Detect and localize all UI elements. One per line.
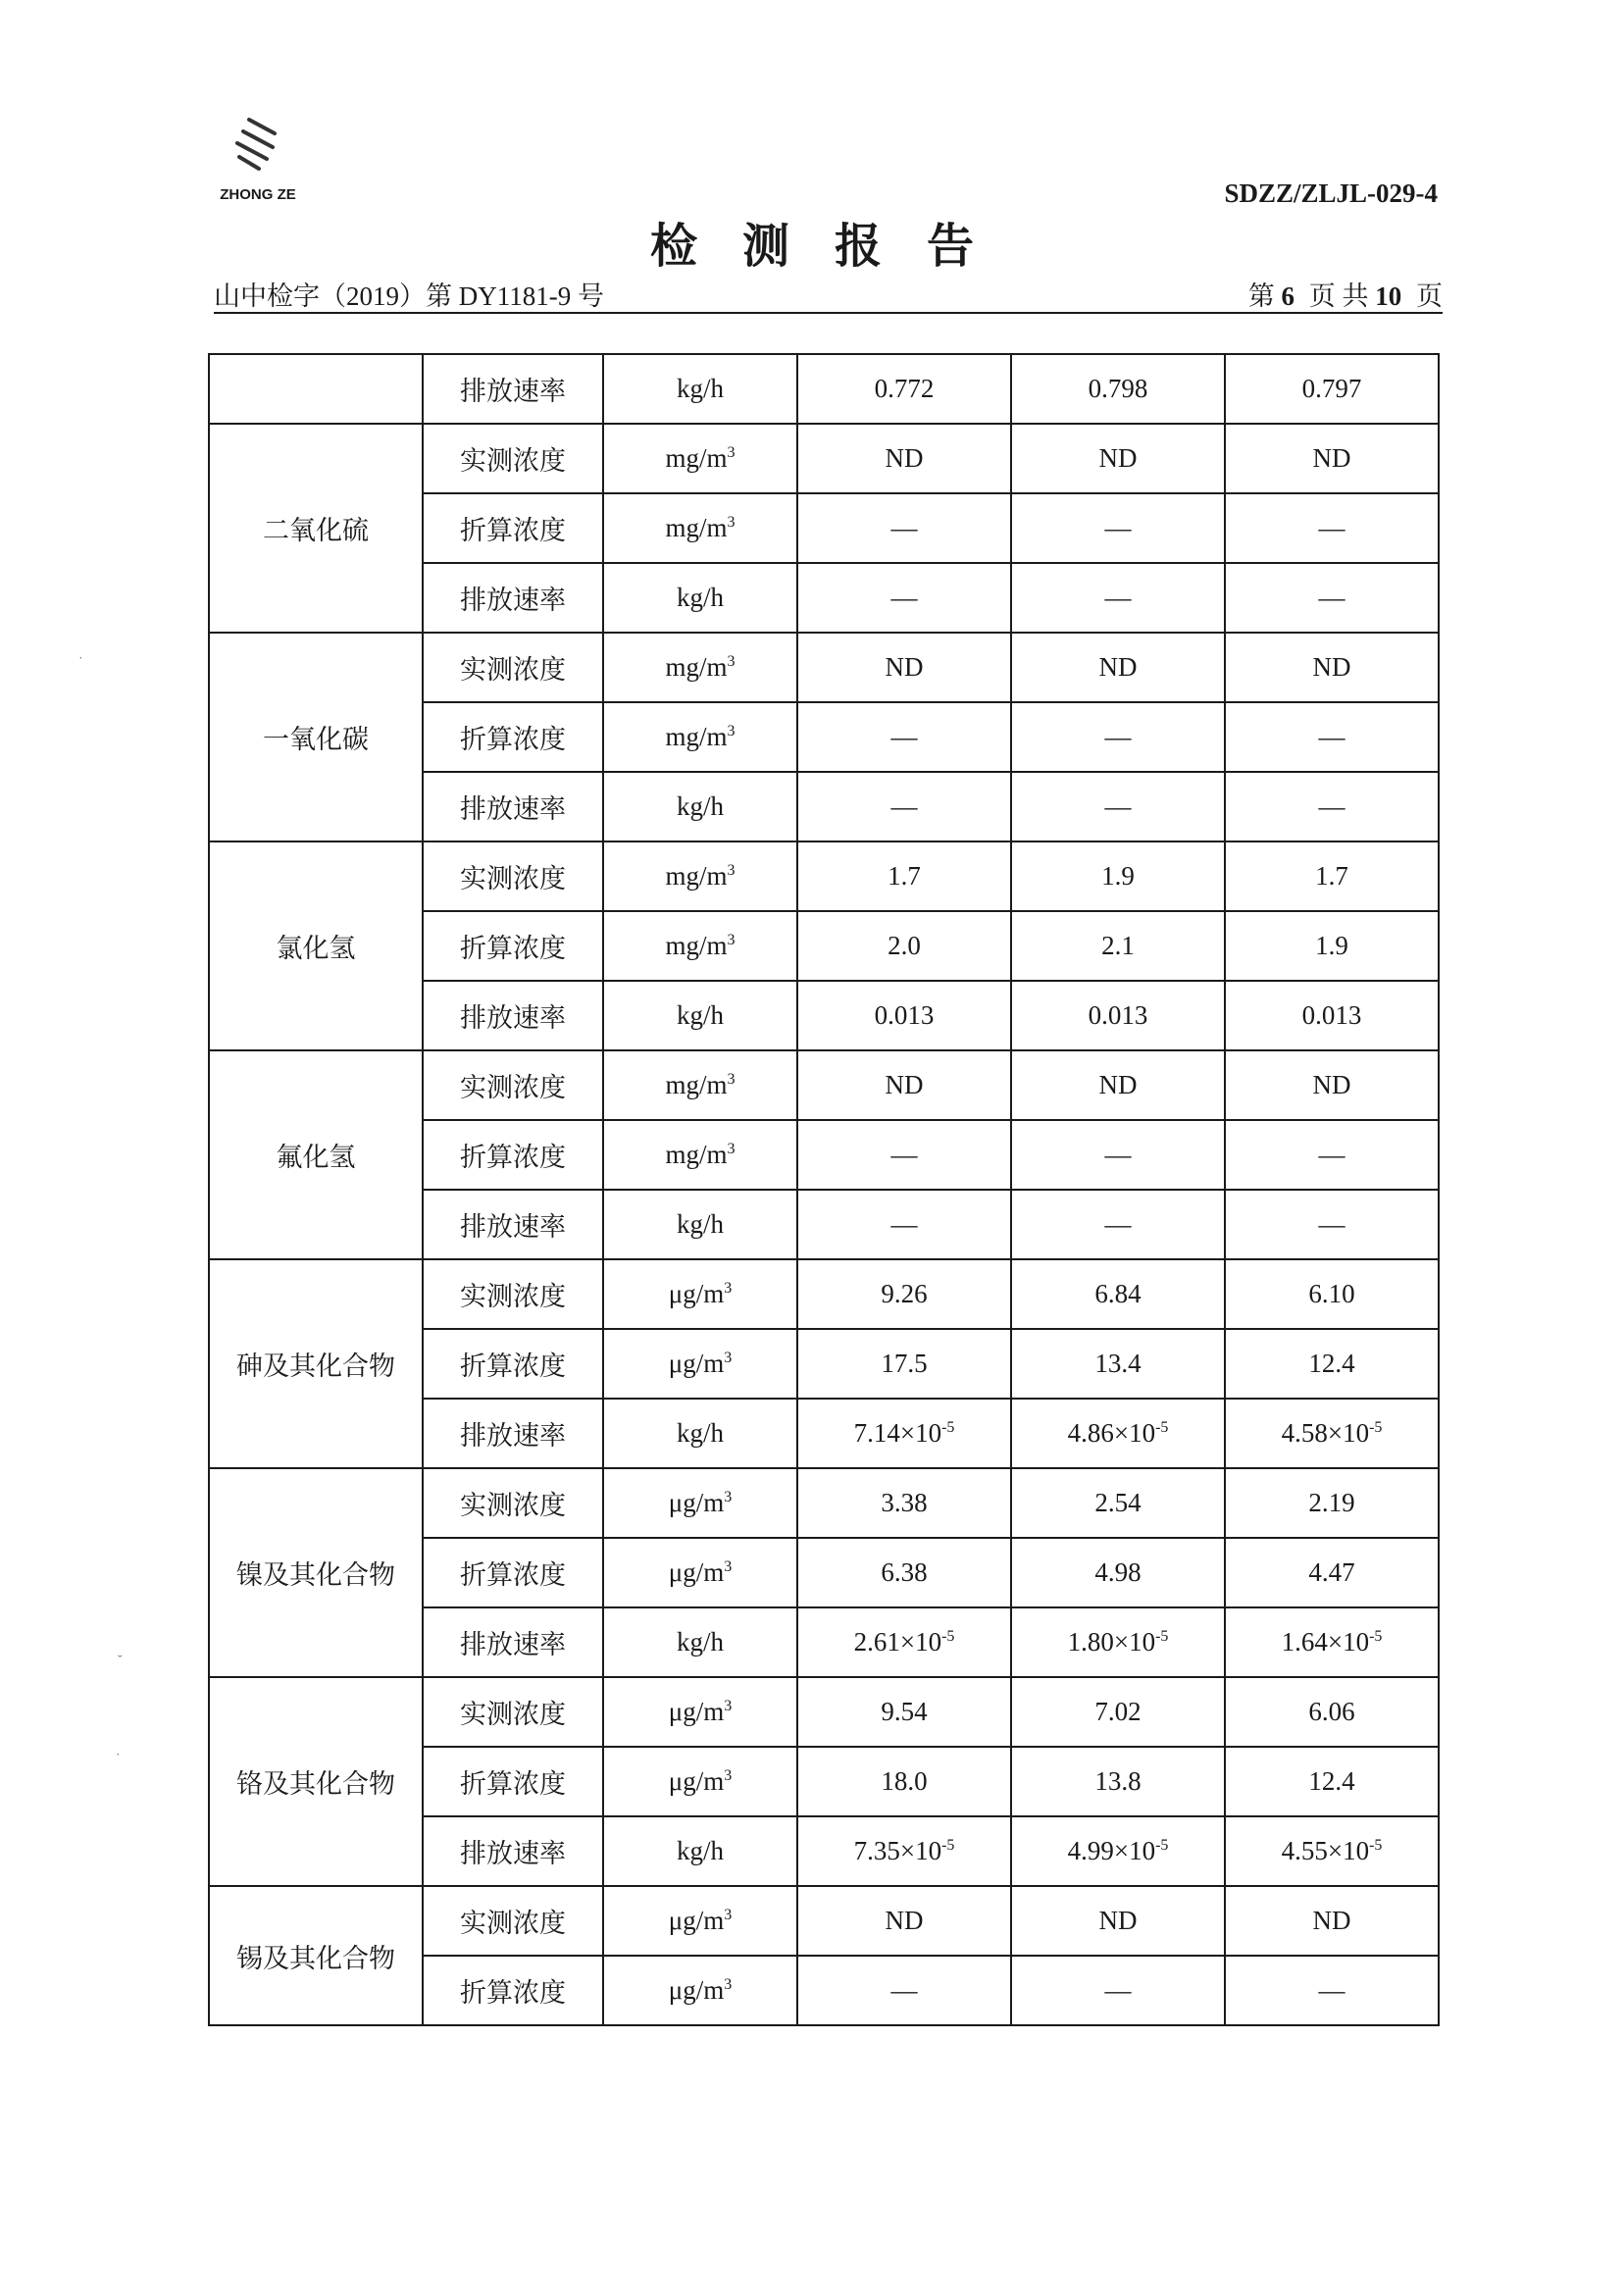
value-text: 2.1 bbox=[1101, 931, 1135, 960]
item-cell: 折算浓度 bbox=[423, 1120, 603, 1190]
value-cell bbox=[797, 841, 1011, 911]
unit-exponent: 3 bbox=[727, 653, 736, 670]
value-cell bbox=[1011, 702, 1225, 772]
value-text: 7.14×10 bbox=[853, 1418, 942, 1448]
unit-cell bbox=[603, 1956, 797, 2025]
item-cell: 折算浓度 bbox=[423, 911, 603, 981]
value-exponent: -5 bbox=[1155, 1419, 1169, 1436]
unit-cell bbox=[603, 1538, 797, 1607]
value-text: 6.38 bbox=[881, 1557, 928, 1587]
value-text: — bbox=[1104, 1975, 1132, 2005]
unit-base: μg/m bbox=[668, 1349, 725, 1378]
unit-exponent: 3 bbox=[724, 1489, 733, 1505]
unit-cell bbox=[603, 1050, 797, 1120]
value-text: 1.9 bbox=[1315, 931, 1348, 960]
unit-base: mg/m bbox=[665, 652, 728, 682]
unit-base: kg/h bbox=[676, 583, 724, 612]
value-exponent: -5 bbox=[1155, 1628, 1169, 1645]
value-cell bbox=[1011, 1956, 1225, 2025]
value-cell bbox=[797, 772, 1011, 841]
unit-cell bbox=[603, 1607, 797, 1677]
group-cell: 铬及其化合物 bbox=[209, 1677, 423, 1886]
unit-cell bbox=[603, 1259, 797, 1329]
unit-cell bbox=[603, 354, 797, 424]
value-cell bbox=[797, 1886, 1011, 1956]
item-cell: 实测浓度 bbox=[423, 633, 603, 702]
value-cell bbox=[1225, 1816, 1439, 1886]
page-label-mid: 页 共 bbox=[1308, 281, 1369, 311]
group-cell: 镍及其化合物 bbox=[209, 1468, 423, 1677]
page-label-suffix: 页 bbox=[1416, 281, 1443, 311]
value-text: 2.0 bbox=[888, 931, 921, 960]
value-text: 2.61×10 bbox=[853, 1627, 942, 1657]
page-label-prefix: 第 bbox=[1247, 281, 1275, 311]
value-cell bbox=[1011, 563, 1225, 633]
value-cell bbox=[1011, 1050, 1225, 1120]
unit-cell bbox=[603, 702, 797, 772]
item-cell: 实测浓度 bbox=[423, 841, 603, 911]
value-cell bbox=[1225, 424, 1439, 493]
item-cell: 排放速率 bbox=[423, 1190, 603, 1259]
value-text: 6.06 bbox=[1308, 1697, 1355, 1726]
value-text: 4.55×10 bbox=[1281, 1836, 1370, 1865]
value-cell bbox=[797, 1607, 1011, 1677]
unit-base: μg/m bbox=[668, 1697, 725, 1726]
value-cell bbox=[797, 493, 1011, 563]
value-text: 0.797 bbox=[1301, 374, 1362, 403]
unit-base: μg/m bbox=[668, 1975, 725, 2005]
unit-cell bbox=[603, 911, 797, 981]
unit-exponent: 3 bbox=[724, 1350, 733, 1366]
value-text: ND bbox=[1098, 1070, 1138, 1099]
value-cell bbox=[1011, 1816, 1225, 1886]
value-cell bbox=[797, 1816, 1011, 1886]
value-text: — bbox=[1318, 722, 1345, 751]
value-cell bbox=[797, 1677, 1011, 1747]
unit-base: mg/m bbox=[665, 443, 728, 473]
value-text: 4.98 bbox=[1094, 1557, 1142, 1587]
group-cell: 一氧化碳 bbox=[209, 633, 423, 841]
unit-cell bbox=[603, 1399, 797, 1468]
unit-cell bbox=[603, 1329, 797, 1399]
unit-base: kg/h bbox=[676, 1836, 724, 1865]
value-cell bbox=[1011, 841, 1225, 911]
value-cell bbox=[797, 911, 1011, 981]
value-text: 0.798 bbox=[1088, 374, 1148, 403]
value-cell bbox=[1225, 1677, 1439, 1747]
value-cell bbox=[797, 633, 1011, 702]
value-text: 0.772 bbox=[874, 374, 935, 403]
value-text: — bbox=[890, 1140, 918, 1169]
value-text: 4.47 bbox=[1308, 1557, 1355, 1587]
value-cell bbox=[1011, 981, 1225, 1050]
value-exponent: -5 bbox=[941, 1628, 955, 1645]
value-text: 4.58×10 bbox=[1281, 1418, 1370, 1448]
group-cell: 锡及其化合物 bbox=[209, 1886, 423, 2025]
value-text: 1.80×10 bbox=[1067, 1627, 1156, 1657]
value-text: 4.99×10 bbox=[1067, 1836, 1156, 1865]
unit-base: kg/h bbox=[676, 1000, 724, 1030]
table-row bbox=[209, 1886, 1439, 1956]
value-text: 0.013 bbox=[1301, 1000, 1362, 1030]
value-text: 13.4 bbox=[1094, 1349, 1142, 1378]
value-cell bbox=[1225, 633, 1439, 702]
unit-base: mg/m bbox=[665, 1070, 728, 1099]
unit-exponent: 3 bbox=[724, 1280, 733, 1297]
value-text: — bbox=[890, 583, 918, 612]
value-text: ND bbox=[1312, 443, 1351, 473]
group-cell: 氯化氢 bbox=[209, 841, 423, 1050]
value-text: 0.013 bbox=[874, 1000, 935, 1030]
unit-base: mg/m bbox=[665, 722, 728, 751]
value-text: ND bbox=[885, 1906, 924, 1935]
value-text: 13.8 bbox=[1094, 1766, 1142, 1796]
value-text: 1.7 bbox=[888, 861, 921, 891]
value-cell bbox=[1011, 633, 1225, 702]
value-text: 4.86×10 bbox=[1067, 1418, 1156, 1448]
value-text: 9.54 bbox=[881, 1697, 928, 1726]
value-cell bbox=[1225, 1468, 1439, 1538]
value-cell bbox=[797, 702, 1011, 772]
value-text: 2.19 bbox=[1308, 1488, 1355, 1517]
unit-cell bbox=[603, 493, 797, 563]
test-results-table bbox=[208, 353, 1440, 2026]
page-title: 检测报告 bbox=[649, 221, 1019, 273]
unit-cell bbox=[603, 1677, 797, 1747]
item-cell: 实测浓度 bbox=[423, 1677, 603, 1747]
value-cell bbox=[1225, 1259, 1439, 1329]
unit-base: kg/h bbox=[676, 791, 724, 821]
table-row bbox=[209, 424, 1439, 493]
value-text: — bbox=[1104, 722, 1132, 751]
table-row bbox=[209, 841, 1439, 911]
value-text: 7.02 bbox=[1094, 1697, 1142, 1726]
value-cell bbox=[1225, 1399, 1439, 1468]
value-cell bbox=[1011, 493, 1225, 563]
unit-base: kg/h bbox=[676, 1627, 724, 1657]
unit-base: μg/m bbox=[668, 1766, 725, 1796]
unit-exponent: 3 bbox=[724, 1976, 733, 1993]
value-cell bbox=[797, 1468, 1011, 1538]
item-cell: 实测浓度 bbox=[423, 424, 603, 493]
group-cell: 氟化氢 bbox=[209, 1050, 423, 1259]
value-text: ND bbox=[1098, 1906, 1138, 1935]
value-text: 6.84 bbox=[1094, 1279, 1142, 1308]
unit-exponent: 3 bbox=[724, 1558, 733, 1575]
unit-cell bbox=[603, 1747, 797, 1816]
value-text: — bbox=[890, 791, 918, 821]
value-cell bbox=[797, 1329, 1011, 1399]
unit-cell bbox=[603, 1120, 797, 1190]
scan-mark: ˘ bbox=[118, 1654, 123, 1668]
value-text: — bbox=[890, 1975, 918, 2005]
value-cell bbox=[797, 563, 1011, 633]
value-cell bbox=[1011, 911, 1225, 981]
value-text: — bbox=[1104, 583, 1132, 612]
group-cell: 砷及其化合物 bbox=[209, 1259, 423, 1468]
value-cell bbox=[1225, 1050, 1439, 1120]
value-cell bbox=[1225, 563, 1439, 633]
item-cell: 排放速率 bbox=[423, 354, 603, 424]
unit-base: kg/h bbox=[676, 1418, 724, 1448]
item-cell: 实测浓度 bbox=[423, 1259, 603, 1329]
table-row bbox=[209, 1468, 1439, 1538]
value-exponent: -5 bbox=[941, 1837, 955, 1854]
value-exponent: -5 bbox=[1369, 1628, 1383, 1645]
unit-cell bbox=[603, 981, 797, 1050]
item-cell: 折算浓度 bbox=[423, 1747, 603, 1816]
value-text: — bbox=[1104, 791, 1132, 821]
value-cell bbox=[1011, 1259, 1225, 1329]
scan-mark: ˙ bbox=[116, 1752, 121, 1766]
scan-mark: ˙ bbox=[78, 655, 83, 670]
value-text: 12.4 bbox=[1308, 1349, 1355, 1378]
unit-cell bbox=[603, 772, 797, 841]
value-cell bbox=[797, 1190, 1011, 1259]
item-cell: 折算浓度 bbox=[423, 1956, 603, 2025]
value-cell bbox=[1225, 841, 1439, 911]
value-text: — bbox=[1318, 1209, 1345, 1239]
unit-base: kg/h bbox=[676, 1209, 724, 1239]
unit-cell bbox=[603, 1886, 797, 1956]
unit-base: mg/m bbox=[665, 861, 728, 891]
table-row bbox=[209, 1050, 1439, 1120]
unit-cell bbox=[603, 424, 797, 493]
item-cell: 折算浓度 bbox=[423, 1329, 603, 1399]
page-total: 10 bbox=[1375, 281, 1402, 311]
unit-base: mg/m bbox=[665, 513, 728, 542]
unit-exponent: 3 bbox=[727, 932, 736, 948]
value-text: ND bbox=[1312, 1070, 1351, 1099]
value-cell bbox=[1225, 911, 1439, 981]
value-text: 6.10 bbox=[1308, 1279, 1355, 1308]
value-text: ND bbox=[1098, 652, 1138, 682]
unit-cell bbox=[603, 563, 797, 633]
value-text: 2.54 bbox=[1094, 1488, 1142, 1517]
value-text: ND bbox=[885, 1070, 924, 1099]
unit-exponent: 3 bbox=[727, 514, 736, 531]
value-text: ND bbox=[1098, 443, 1138, 473]
unit-base: μg/m bbox=[668, 1279, 725, 1308]
unit-exponent: 3 bbox=[724, 1698, 733, 1714]
value-exponent: -5 bbox=[941, 1419, 955, 1436]
value-text: — bbox=[1104, 1140, 1132, 1169]
unit-base: μg/m bbox=[668, 1557, 725, 1587]
item-cell: 实测浓度 bbox=[423, 1050, 603, 1120]
value-cell bbox=[1225, 1329, 1439, 1399]
value-text: ND bbox=[1312, 1906, 1351, 1935]
value-text: 3.38 bbox=[881, 1488, 928, 1517]
value-text: — bbox=[890, 722, 918, 751]
group-cell bbox=[209, 354, 423, 424]
value-text: — bbox=[890, 1209, 918, 1239]
value-exponent: -5 bbox=[1155, 1837, 1169, 1854]
value-text: 12.4 bbox=[1308, 1766, 1355, 1796]
value-cell bbox=[797, 1120, 1011, 1190]
value-cell bbox=[797, 1259, 1011, 1329]
item-cell: 排放速率 bbox=[423, 772, 603, 841]
item-cell: 折算浓度 bbox=[423, 493, 603, 563]
value-text: — bbox=[890, 513, 918, 542]
value-cell bbox=[797, 1956, 1011, 2025]
unit-base: μg/m bbox=[668, 1906, 725, 1935]
unit-cell bbox=[603, 1190, 797, 1259]
value-cell bbox=[1225, 1747, 1439, 1816]
unit-exponent: 3 bbox=[724, 1767, 733, 1784]
unit-exponent: 3 bbox=[727, 723, 736, 739]
value-text: 17.5 bbox=[881, 1349, 928, 1378]
item-cell: 排放速率 bbox=[423, 981, 603, 1050]
value-text: 18.0 bbox=[881, 1766, 928, 1796]
table-row bbox=[209, 354, 1439, 424]
value-cell bbox=[1225, 772, 1439, 841]
item-cell: 排放速率 bbox=[423, 563, 603, 633]
value-cell bbox=[1225, 1956, 1439, 2025]
value-cell bbox=[1225, 493, 1439, 563]
unit-exponent: 3 bbox=[724, 1907, 733, 1923]
value-text: 7.35×10 bbox=[853, 1836, 942, 1865]
report-header-line bbox=[214, 275, 1443, 314]
value-text: 1.7 bbox=[1315, 861, 1348, 891]
page-indicator bbox=[1241, 275, 1443, 312]
value-text: — bbox=[1318, 1975, 1345, 2005]
value-text: — bbox=[1318, 791, 1345, 821]
item-cell: 折算浓度 bbox=[423, 702, 603, 772]
value-cell bbox=[1011, 1886, 1225, 1956]
test-results-body bbox=[209, 354, 1439, 2025]
unit-exponent: 3 bbox=[727, 1141, 736, 1157]
unit-cell bbox=[603, 1816, 797, 1886]
unit-base: mg/m bbox=[665, 1140, 728, 1169]
value-cell bbox=[797, 354, 1011, 424]
value-cell bbox=[797, 1050, 1011, 1120]
item-cell: 排放速率 bbox=[423, 1607, 603, 1677]
value-cell bbox=[1011, 1399, 1225, 1468]
value-cell bbox=[797, 981, 1011, 1050]
value-cell bbox=[1225, 1538, 1439, 1607]
value-cell bbox=[1011, 772, 1225, 841]
unit-base: μg/m bbox=[668, 1488, 725, 1517]
value-text: — bbox=[1318, 583, 1345, 612]
item-cell: 排放速率 bbox=[423, 1399, 603, 1468]
value-text: ND bbox=[885, 652, 924, 682]
unit-exponent: 3 bbox=[727, 1071, 736, 1088]
value-text: 1.9 bbox=[1101, 861, 1135, 891]
unit-base: mg/m bbox=[665, 931, 728, 960]
value-cell bbox=[1011, 1677, 1225, 1747]
value-text: — bbox=[1318, 513, 1345, 542]
unit-exponent: 3 bbox=[727, 444, 736, 461]
item-cell: 实测浓度 bbox=[423, 1468, 603, 1538]
value-cell bbox=[1225, 1120, 1439, 1190]
logo-text: ZHONG ZE bbox=[220, 186, 296, 203]
value-cell bbox=[1011, 1120, 1225, 1190]
item-cell: 排放速率 bbox=[423, 1816, 603, 1886]
value-text: 0.013 bbox=[1088, 1000, 1148, 1030]
value-cell bbox=[1225, 981, 1439, 1050]
value-exponent: -5 bbox=[1369, 1419, 1383, 1436]
item-cell: 实测浓度 bbox=[423, 1886, 603, 1956]
value-cell bbox=[1011, 1190, 1225, 1259]
value-cell bbox=[1011, 1747, 1225, 1816]
page-current: 6 bbox=[1281, 281, 1294, 311]
value-cell bbox=[1225, 354, 1439, 424]
value-text: ND bbox=[885, 443, 924, 473]
value-cell bbox=[1225, 1886, 1439, 1956]
value-cell bbox=[797, 1747, 1011, 1816]
unit-cell bbox=[603, 841, 797, 911]
unit-cell bbox=[603, 633, 797, 702]
value-text: ND bbox=[1312, 652, 1351, 682]
value-cell bbox=[1011, 424, 1225, 493]
item-cell: 折算浓度 bbox=[423, 1538, 603, 1607]
unit-exponent: 3 bbox=[727, 862, 736, 879]
value-cell bbox=[1225, 1190, 1439, 1259]
unit-cell bbox=[603, 1468, 797, 1538]
value-cell bbox=[797, 1538, 1011, 1607]
value-text: — bbox=[1104, 513, 1132, 542]
value-text: 1.64×10 bbox=[1281, 1627, 1370, 1657]
value-cell bbox=[1225, 702, 1439, 772]
value-cell bbox=[1011, 1468, 1225, 1538]
value-text: — bbox=[1104, 1209, 1132, 1239]
value-cell bbox=[1011, 354, 1225, 424]
unit-base: kg/h bbox=[676, 374, 724, 403]
value-text: — bbox=[1318, 1140, 1345, 1169]
table-row bbox=[209, 1259, 1439, 1329]
value-cell bbox=[1011, 1538, 1225, 1607]
group-cell: 二氧化硫 bbox=[209, 424, 423, 633]
document-code: SDZZ/ZLJL-029-4 bbox=[1224, 178, 1438, 208]
company-logo bbox=[214, 110, 302, 208]
value-cell bbox=[1225, 1607, 1439, 1677]
report-number: 山中检字（2019）第 DY1181-9 号 bbox=[214, 281, 604, 311]
table-row bbox=[209, 633, 1439, 702]
value-exponent: -5 bbox=[1369, 1837, 1383, 1854]
value-text: 9.26 bbox=[881, 1279, 928, 1308]
value-cell bbox=[797, 1399, 1011, 1468]
zhongze-logo-icon bbox=[226, 110, 290, 180]
value-cell bbox=[797, 424, 1011, 493]
value-cell bbox=[1011, 1329, 1225, 1399]
table-row bbox=[209, 1677, 1439, 1747]
value-cell bbox=[1011, 1607, 1225, 1677]
